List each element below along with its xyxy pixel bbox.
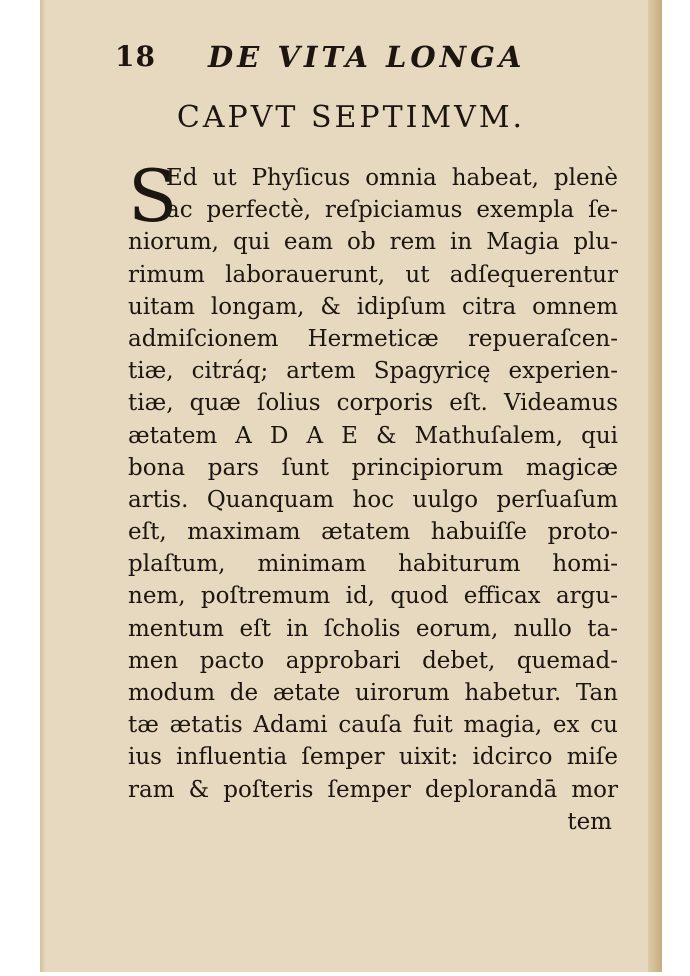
text-line: men pacto approbari debet, quemad-	[128, 647, 618, 674]
text-line: tiæ, citráq; artem Spagyricę experien-	[128, 358, 618, 385]
text-line: ætatem A D A E & Mathuſalem, qui	[128, 422, 618, 449]
drop-cap: S	[128, 154, 178, 238]
catchword: tem	[567, 808, 612, 835]
text-line: ius influentia ſemper uixit: idcirco miſe	[128, 744, 618, 771]
body-text	[128, 154, 618, 838]
text-line: niorum, qui eam ob rem in Magia plu-	[128, 229, 618, 256]
text-line: tiæ, quæ ſolius corporis eſt. Videamus	[128, 390, 618, 417]
text-line: ram & poſteris ſemper deplorandā mor	[128, 776, 618, 803]
page-gutter	[40, 0, 46, 972]
text-line: admiſcionem Hermeticæ repueraſcen-	[128, 325, 618, 352]
text-line: plaſtum, minimam habiturum homi-	[128, 551, 618, 578]
text-line: Ed ut Phyſicus omnia habeat, plenè	[166, 165, 618, 191]
chapter-title: CAPVT SEPTIMVM.	[176, 100, 526, 135]
text-line: artis. Quanquam hoc uulgo perſuaſum	[128, 486, 618, 513]
text-line: eſt, maximam ætatem habuiſſe proto-	[128, 519, 618, 546]
page-number: 18	[115, 40, 156, 73]
text-line: tæ ætatis Adami cauſa fuit magia, ex cu	[128, 712, 618, 739]
text-line: bona pars ſunt principiorum magicæ	[128, 454, 618, 481]
text-line: mentum eſt in ſcholis eorum, nullo ta-	[128, 615, 618, 642]
text-line: uitam longam, & idipſum citra omnem	[128, 293, 618, 320]
page-edge	[648, 0, 662, 972]
running-head	[110, 40, 590, 76]
text-line: modum de ætate uirorum habetur. Tan	[128, 680, 618, 706]
text-line: ac perfectè, reſpiciamus exempla ſe-	[166, 197, 618, 224]
book-page	[40, 0, 662, 972]
text-line: nem, poſtremum id, quod efficax argu-	[128, 583, 618, 610]
text-line: rimum laborauerunt, ut adſequerentur	[128, 261, 618, 288]
running-title: DE VITA LONGA	[208, 40, 526, 74]
